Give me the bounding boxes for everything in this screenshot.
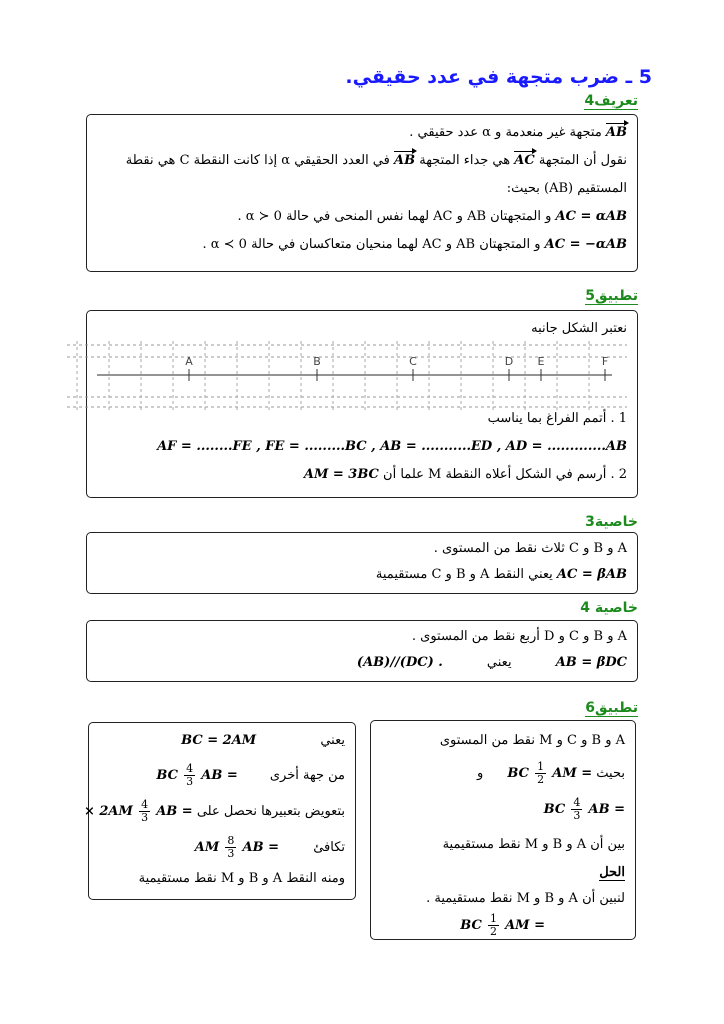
prop3-line2: AC = βAB يعني النقط A و B و C مستقيمية [375, 567, 627, 582]
fraction: $\frac{4}{3}$ [573, 796, 581, 822]
def-line1: AB متجهة غير منعدمة و α عدد حقيقي . [409, 125, 627, 140]
section-heading: 5 ـ ضرب متجهة في عدد حقيقي. [345, 66, 652, 88]
property3-box [86, 532, 638, 594]
application5-box [86, 310, 638, 498]
app6-r-l5: لنبين أن A و B و M نقط مستقيمية . [426, 891, 625, 906]
application6-right-box [370, 720, 636, 940]
definition-box [86, 114, 638, 272]
app6-r-l6: AM = $\frac{1}{2}$ BC [460, 912, 545, 938]
def-line4: AC = αAB و المتجهتان AB و AC لهما نفس المنحى في حالة α ≻ 0 . [237, 209, 627, 224]
def-line3: المستقيم (AB) بحيث: [506, 181, 627, 196]
fraction: $\frac{4}{3}$ [186, 762, 194, 788]
application6-left-box [83, 722, 356, 900]
app6-r-l1: A و B و C و M نقط من المستوى [439, 733, 625, 748]
point-label: B [313, 355, 321, 368]
property3-label: خاصية3 [585, 514, 638, 530]
app6-l-l5: ومنه النقط A و B و M نقط مستقيمية [138, 871, 345, 886]
number-line-figure [67, 341, 627, 411]
application6-label: تطبيق6 [585, 700, 638, 716]
property4-label: خاصية 4 [580, 600, 638, 616]
fraction: $\frac{1}{2}$ [489, 912, 497, 938]
app6-r-l3: AB = $\frac{4}{3}$ BC [543, 796, 625, 822]
point-label: A [185, 355, 193, 368]
app6-l-l2: من جهة أخرى AB = $\frac{4}{3}$ BC [156, 762, 345, 788]
property4-box [86, 620, 638, 682]
fraction: $\frac{4}{3}$ [141, 798, 149, 824]
app5-q1-eq: AF = ........FE , FE = .........BC , AB = ...........ED , AD = .............AB [157, 439, 627, 454]
prop4-line2: AB = βDC يعني (AB)//(DC) . [356, 655, 627, 670]
app6-r-l4: بين أن A و B و M نقط مستقيمية [442, 837, 625, 852]
app6-l-l3: بتعويض بتعبيرها نحصل على AB = $\frac{4}{3}$ × 2AM [83, 798, 345, 824]
app6-solution: الحل [599, 865, 625, 880]
fraction: $\frac{8}{3}$ [227, 834, 235, 860]
app5-q2: 2 . أرسم في الشكل أعلاه النقطة M علما أن AM = 3BC [303, 467, 627, 482]
point-label: D [504, 355, 514, 368]
app6-l-l1: يعني BC = 2AM [181, 733, 345, 748]
application5-label: تطبيق5 [585, 288, 638, 304]
app5-q1: 1 . أتمم الفراغ بما يناسب [487, 411, 627, 426]
prop3-line1: A و B و C ثلاث نقط من المستوى . [433, 541, 627, 556]
definition-label: تعريف4 [584, 93, 638, 109]
app6-r-l2: بحيث AM = $\frac{1}{2}$ BC و [476, 760, 625, 786]
def-line5: AC = −αAB و المتجهتان AB و AC لهما منحيان متعاكسان في حالة α ≺ 0 . [202, 237, 627, 252]
def-line2: نقول أن المتجهة AC هي جداء المتجهة AB في العدد الحقيقي α إذا كانت النقطة C هي نقطة [125, 153, 627, 168]
point-label: C [409, 355, 417, 368]
point-label: E [537, 355, 545, 368]
app6-l-l4: تكافئ AB = $\frac{8}{3}$ AM [194, 834, 345, 860]
prop4-line1: A و B و C و D أربع نقط من المستوى . [411, 629, 627, 644]
point-label: F [601, 355, 609, 368]
app5-intro: نعتبر الشكل جانبه [531, 321, 627, 336]
fraction: $\frac{1}{2}$ [537, 760, 545, 786]
